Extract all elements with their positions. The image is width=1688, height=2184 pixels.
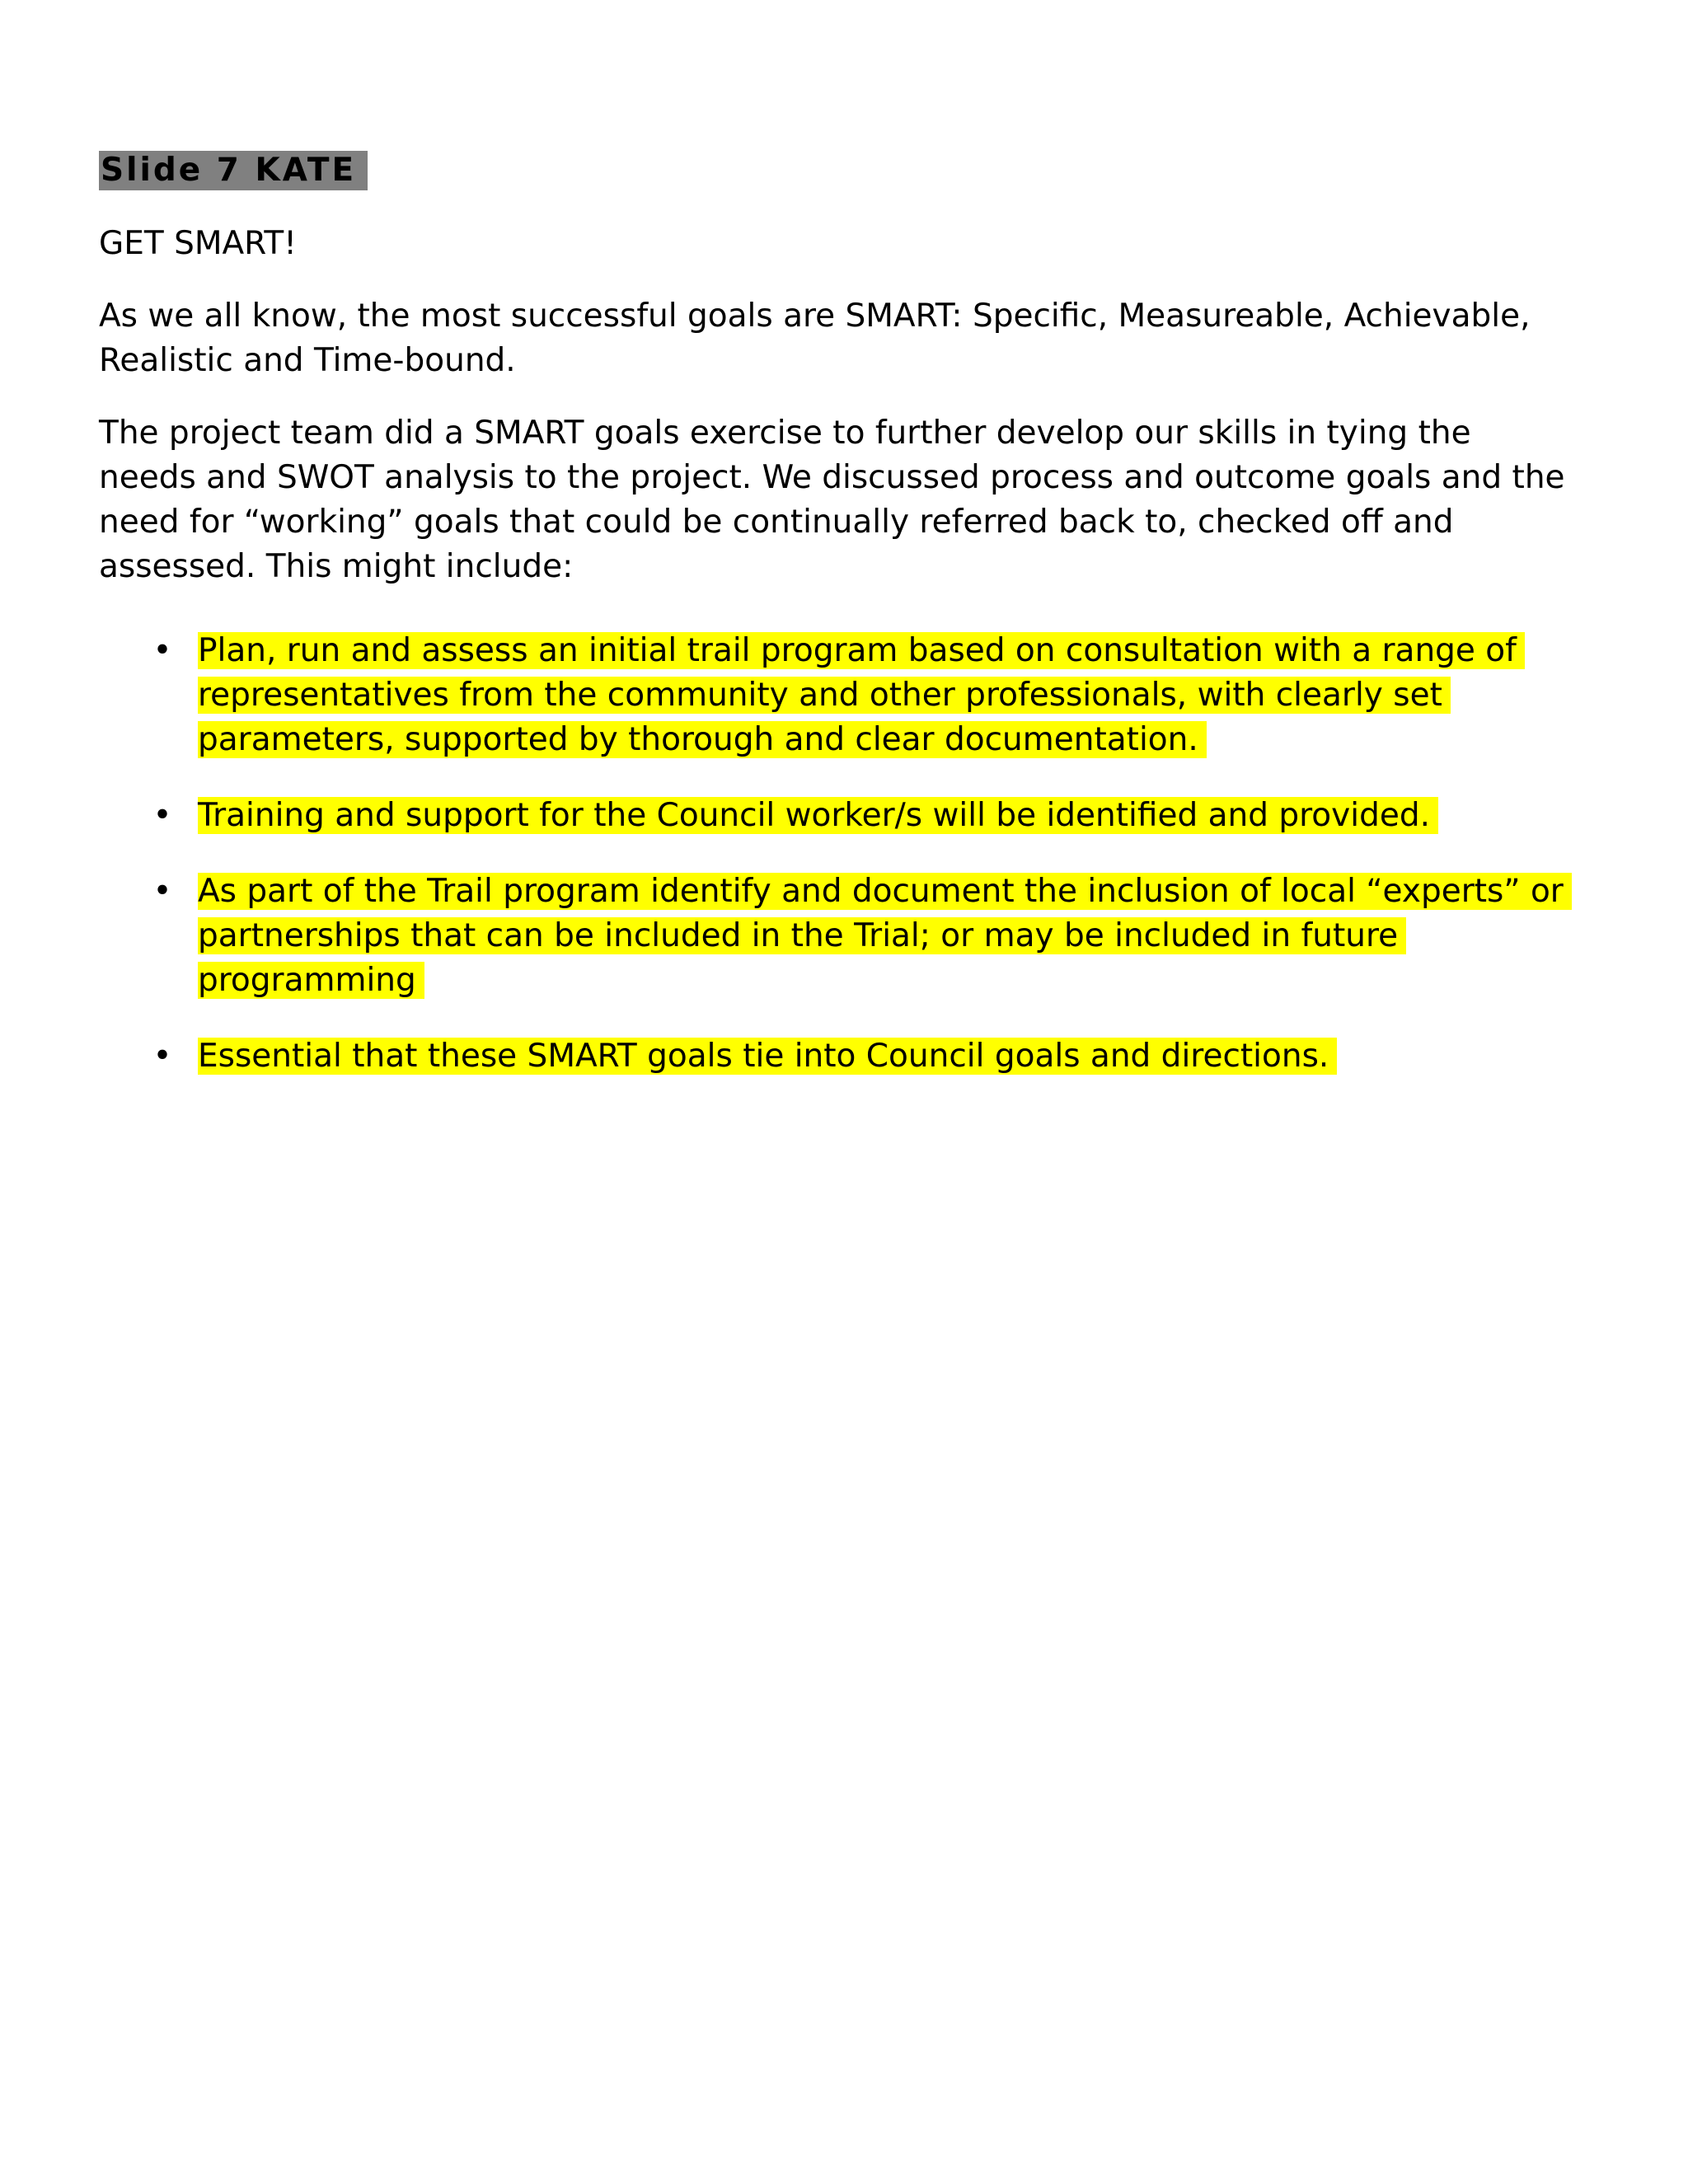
goal-text: Training and support for the Council worker/s will be identified and provided. [198, 797, 1438, 834]
goal-text: As part of the Trail program identify and document the inclusion of local “experts” or partnerships that can be included in the Trial; or may be included in future programming [198, 873, 1572, 999]
goals-list [99, 629, 1566, 1079]
bullet-icon: • [152, 797, 172, 834]
document-title: GET SMART! [99, 225, 297, 262]
list-item [99, 1034, 1566, 1079]
goal-text: Essential that these SMART goals tie into Council goals and directions. [198, 1038, 1337, 1075]
list-item [99, 629, 1566, 762]
list-item [99, 869, 1566, 1003]
intro-paragraph: As we all know, the most successful goals are SMART: Specific, Measureable, Achievable, Realistic and Time-bound. [99, 298, 1531, 379]
goal-text: Plan, run and assess an initial trail program based on consultation with a range of representatives from the community and other professionals, with clearly set parameters, supported by thorough and clear documentation. [198, 632, 1525, 758]
bullet-icon: • [152, 873, 172, 910]
bullet-icon: • [152, 1038, 172, 1075]
slide-heading: Slide 7 KATE [99, 151, 368, 190]
list-item [99, 794, 1566, 838]
document-page [99, 148, 1566, 1110]
body-paragraph: The project team did a SMART goals exercise to further develop our skills in tying the needs and SWOT analysis to the project. We discussed process and outcome goals and the need for “working” goals that could be continually referred back to, checked off and assessed. This might include: [99, 415, 1565, 585]
bullet-icon: • [152, 632, 172, 669]
